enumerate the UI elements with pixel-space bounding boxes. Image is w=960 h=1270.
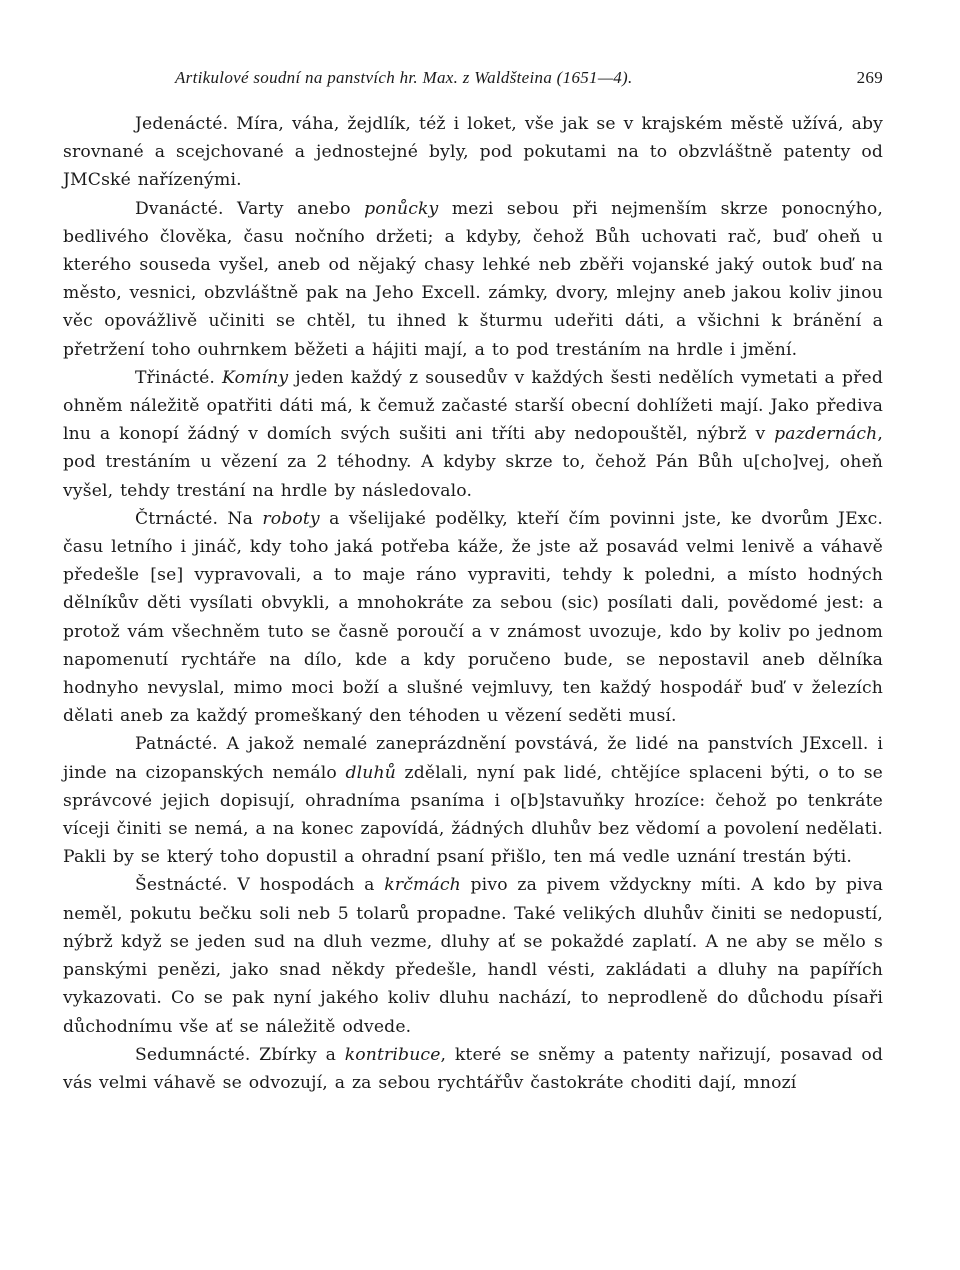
article-text: , pod trestáním u vězení za 2 téhodny. A kdyby skrze to, čehož Pán Bůh u[cho]vej, oheň vyšel, tehdy trestání na hrdle by následovalo. <box>63 424 883 501</box>
italic-term: roboty <box>262 508 320 529</box>
italic-term: Komíny <box>222 367 289 388</box>
article-lead: Dvanácté. <box>135 198 224 219</box>
article-lead: Jedenácté. <box>135 114 229 134</box>
article-11 <box>63 110 883 195</box>
article-text: A jakož nemalé zaneprázdnění povstává, že lidé na panstvích JExcell. i jinde na cizopanských nemálo <box>63 734 883 783</box>
article-text: mezi sebou při nejmenším skrze ponocnýho, bedlivého člověka, času nočního držeti; a kdyby, čehož Bůh uchovati rač, buď oheň u kterého souseda vyšel, aneb od nějaký chasy lehké neb zběři vojanské jaký outok buď na město, vesnici, obzvláštně pak na Jeho Excell. zámky, dvory, mlejny aneb jakou koliv jinou věc opovážlivě učiniti se chtěl, tu ihned k šturmu udeřiti dáti, a všichni k bránění a přetržení toho ouhrnkem běžeti a hájiti mají, a to pod trestáním na hrdle i jmění. <box>63 198 883 360</box>
italic-term: pazdernách <box>774 424 878 445</box>
article-text: , které se sněmy a patenty nařizují, posavad od vás velmi váhavě se odvozují, a za sebou rychtářův častokráte choditi dají, mnozí <box>63 1044 883 1093</box>
article-14 <box>63 505 883 731</box>
article-lead: Šestnácté. <box>135 875 228 896</box>
article-text: jeden každý z sousedův v každých šesti nedělích vymetati a před ohněm náležitě opatřiti dáti má, k čemuž začasté starší obecní dohlížeti mají. Jako přediva lnu a konopí žádný v domích svých sušiti ani tříti aby nedopouštěl, nýbrž v <box>63 367 883 445</box>
article-text: pivo za pivem vždyckny míti. A kdo by piva neměl, pokutu bečku soli neb 5 tolarů propadne. Také velikých dluhův činiti se nedopustí, nýbrž když se jeden sud na dluh vezme, dluhy ať se pokaždé zaplatí. A ne aby se mělo s panskými penězi, jako snad někdy předešle, handl vésti, zakládati a dluhy na papířích vykazovati. Co se pak nyní jakého koliv dluhu nachází, to neprodleně do důchodu písaři důchodnímu vše ať se náležitě odvede. <box>63 875 883 1037</box>
italic-term: krčmách <box>384 875 461 896</box>
body-text <box>63 110 883 1097</box>
article-lead: Třinácté. <box>135 367 216 388</box>
italic-term: ponůcky <box>364 198 439 219</box>
document-page <box>63 60 883 1097</box>
article-13 <box>63 364 883 505</box>
article-text: Míra, váha, žejdlík, též i loket, vše jak se v krajském městě užívá, aby srovnané a scejchované a jednostejné byly, pod pokutami na to obzvláštně patenty od JMCské nařízenými. <box>63 114 883 191</box>
article-text <box>215 368 222 388</box>
article-text: Zbírky a <box>250 1044 345 1065</box>
article-text: Na <box>218 508 263 529</box>
article-15 <box>63 730 883 871</box>
page-header <box>63 60 883 90</box>
italic-term: kontribuce <box>344 1044 441 1065</box>
page-number: 269 <box>856 68 883 87</box>
article-16 <box>63 871 883 1040</box>
italic-term: dluhů <box>345 762 396 783</box>
article-lead: Patnácté. <box>135 734 218 755</box>
article-text: zdělali, nyní pak lidé, chtějíce splaceni býti, o to se správcové jejich dopisují, ohradníma psaníma i o[b]stavuňky hrozíce: čehož po tenkráte víceji činiti se nemá, a na konec zapovídá, žádných dluhův bez vědomí a povolení nedělati. Pakli by se který toho dopustil a ohradní psaní přišlo, ten má vedle uznání trestán býti. <box>63 762 883 868</box>
article-lead: Čtrnácté. <box>135 508 219 529</box>
article-text: Varty anebo <box>223 198 365 219</box>
article-17 <box>63 1041 883 1097</box>
running-title: Artikulové soudní na panstvích hr. Max. z Waldšteina (1651—4). <box>175 68 633 87</box>
article-lead: Sedumnácté. <box>135 1044 251 1065</box>
article-text: V hospodách a <box>227 875 385 896</box>
article-text: a všelijaké podělky, kteří čím povinni jste, ke dvorům JExc. času letního i jináč, kdy toho jaká potřeba káže, že jste až posavád velmi lenivě a váhavě předešle [se] vypravovali, a to maje ráno vypraviti, tehdy k poledni, a místo hodných dělníkův děti vysílati obvykli, a mnohokráte za sebou (sic) posílati dali, povědomé jest: a protož vám všechněm tuto se časně poroučí a v známost uvozuje, kdo by koliv po jednom napomenutí rychtáře na dílo, kde a kdy poručeno bude, se nepostavil aneb dělníka hodnyho nevyslal, mimo moci boží a slušné vejmluvy, ten každý hospodář buď v železích dělati aneb za každý promeškaný den téhoden u vězení seděti musí. <box>63 508 883 727</box>
article-12 <box>63 195 883 364</box>
